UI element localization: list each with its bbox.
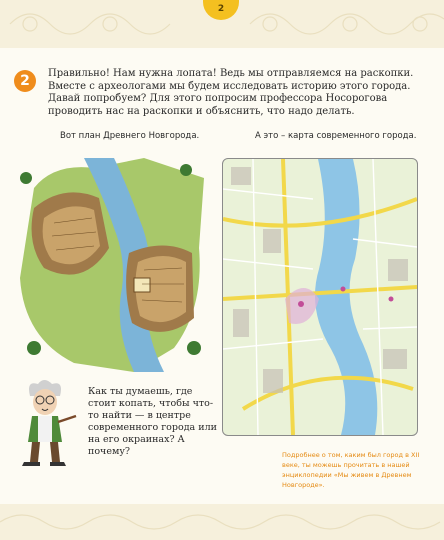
modern-city-map: [222, 158, 418, 436]
encyclopedia-note: Подробнее о том, каким был город в XII веке, ты можешь прочитать в нашей энциклопедии «Мы живем в Древнем Новгороде».: [282, 451, 420, 489]
step-number-badge: 2: [14, 70, 36, 92]
intro-paragraph: Правильно! Нам нужна лопата! Ведь мы отправляемся на раскопки. Вместе с археологами мы будем исследовать историю этого города. Давай попробуем? Для этого попросим профессора Носорогова проводить нас на раскопки и объяснить, что надо делать.: [48, 68, 414, 117]
page-number-badge: 2: [203, 0, 239, 20]
ancient-novgorod-map: [14, 158, 206, 372]
old-map-caption: Вот план Древнего Новгорода.: [60, 131, 200, 141]
bottom-ornament-pattern: [0, 504, 444, 540]
professor-illustration: [14, 376, 80, 468]
city-map-caption: А это – карта современного города.: [255, 131, 417, 141]
bottom-ornament-band: [0, 504, 444, 540]
city-map-drawing: [223, 159, 417, 435]
question-text: Как ты думаешь, где стоит копать, чтобы что-то найти — в центре современного города или на его окраинах? А почему?: [88, 386, 217, 457]
